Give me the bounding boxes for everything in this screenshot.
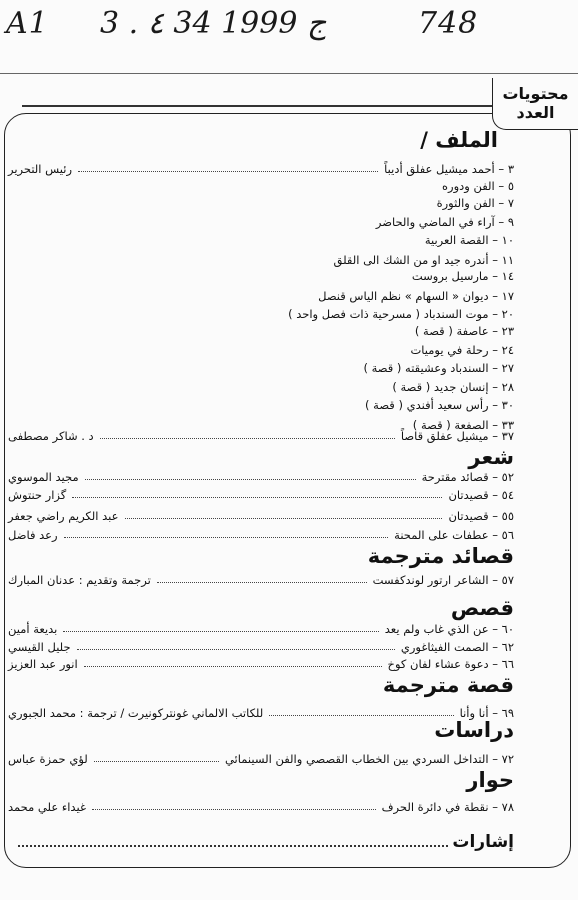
entry-title: ٢٧ – السندباد وعشيقته ( قصة ) [363, 361, 514, 375]
toc-entry [6, 342, 514, 358]
toc-entry [6, 656, 514, 672]
toc-entry [6, 799, 514, 815]
toc-entry [6, 508, 514, 524]
leader-dots [85, 479, 416, 480]
section-title: شعر [468, 445, 514, 469]
entry-title: ٢٣ – عاصفة ( قصة ) [414, 324, 514, 338]
toc-entry [6, 487, 514, 503]
toc-entry [6, 195, 514, 211]
entry-title: ٧٢ – التداخل السردي بين الخطاب القصصي والفن السينمائي [224, 752, 514, 766]
entry-author: مجيد الموسوي [8, 470, 79, 484]
leader-dots [100, 438, 395, 439]
entry-title: ٢٠ – موت السندباد ( مسرحية ذات فصل واحد ) [288, 307, 514, 321]
entry-title: ٥٥ – قصيدتان [448, 509, 514, 523]
toc-entry [6, 527, 514, 543]
toc-entry [6, 288, 514, 304]
entry-title: ١١ – أندره جيد او من الشك الى القلق [333, 253, 514, 267]
entry-author: للكاتب الالماني غونتركونيرت / ترجمة : محمد الجبوري [8, 706, 264, 720]
tab-subtitle: العدد [516, 103, 555, 122]
entry-title: ١٧ – ديوان « السهام » نظم الياس قنصل [318, 289, 514, 303]
toc-entry [6, 214, 514, 230]
entry-title: ٥٢ – قصائد مقترحة [421, 470, 514, 484]
leader-dots [125, 518, 442, 519]
entry-title: ٧٨ – نقطة في دائرة الحرف [381, 800, 514, 814]
section-title: دراسات [434, 718, 514, 742]
leader-dots [157, 582, 367, 583]
toc-entry [6, 751, 514, 767]
entry-title: ١٠ – القصة العربية [424, 233, 514, 247]
handwritten-ref: A1 [6, 6, 49, 41]
footer-dotted-line [18, 845, 448, 847]
entry-title: ٣ – أحمد ميشيل عفلق أديباً [384, 162, 514, 176]
toc-entry [6, 379, 514, 395]
entry-title: ١٤ – مارسيل بروست [411, 269, 514, 283]
leader-dots [77, 649, 395, 650]
entry-title: ٣٠ – رأس سعيد أفندي ( قصة ) [365, 398, 514, 412]
leader-dots [72, 497, 442, 498]
leader-dots [92, 809, 376, 810]
entry-title: ٣٣ – الصفعة ( قصة ) [412, 418, 514, 432]
leader-dots [269, 715, 454, 716]
section-title: الملف / [420, 128, 498, 152]
entry-title: ٧ – الفن والثورة [436, 196, 514, 210]
tab-title: محتويات [502, 84, 569, 103]
entry-author: د . شاكر مصطفى [8, 429, 94, 443]
entry-title: ٦٠ – عن الذي غاب ولم يعد [384, 622, 514, 636]
toc-entry [6, 360, 514, 376]
entry-author: غيداء علي محمد [8, 800, 86, 814]
entry-title: ٢٤ – رحلة في يوميات [410, 343, 514, 357]
footer-label: إشارات [452, 832, 514, 852]
toc-entry [6, 469, 514, 485]
leader-dots [78, 171, 378, 172]
entry-author: رئيس التحرير [8, 162, 73, 176]
toc-entry [6, 323, 514, 339]
entry-title: ٦٢ – الصمت الفيثاغوري [400, 640, 514, 654]
section-title: قصص [450, 596, 514, 620]
leader-dots [63, 631, 379, 632]
section-title: قصة مترجمة [382, 673, 514, 697]
entry-title: ٥٧ – الشاعر ارتور لوندكفست [372, 573, 514, 587]
entry-title: ٩ – آراء في الماضي والحاضر [375, 215, 514, 229]
entry-title: ٥٤ – قصيدتان [448, 488, 514, 502]
leader-dots [84, 666, 382, 667]
entry-author: انور عبد العزيز [8, 657, 78, 671]
handwritten-date: 3 . ٤ 34 ج 1999 [100, 6, 327, 41]
entry-title: ٣٧ – ميشيل عفلق قاصاً [400, 429, 514, 443]
toc-entry [6, 572, 514, 588]
entry-author: جليل القيسي [8, 640, 71, 654]
entry-author: ترجمة وتقديم : عدنان المبارك [8, 573, 151, 587]
section-title: قصائد مترجمة [367, 544, 514, 568]
toc-entry [6, 161, 514, 177]
leader-dots [94, 761, 219, 762]
entry-author: عبد الكريم راضي جعفر [8, 509, 119, 523]
toc-entry [6, 252, 514, 268]
toc-entry [6, 232, 514, 248]
toc-entry [6, 306, 514, 322]
toc-entry [6, 621, 514, 637]
handwritten-number: 748 [418, 6, 479, 41]
leader-dots [64, 537, 388, 538]
toc-entry [6, 639, 514, 655]
entry-author: لؤي حمزة عباس [8, 752, 88, 766]
entry-author: گزار حنتوش [8, 488, 67, 502]
entry-author: رعد فاضل [8, 528, 58, 542]
toc-entry [6, 178, 514, 194]
entry-title: ٥٦ – عطفات على المحنة [394, 528, 514, 542]
toc-entry [6, 397, 514, 413]
entry-title: ٢٨ – إنسان جديد ( قصة ) [392, 380, 514, 394]
entry-title: ٦٦ – دعوة عشاء لفان كوخ [387, 657, 514, 671]
section-title: حوار [466, 768, 514, 792]
toc-entry [6, 268, 514, 284]
entry-author: بديعة أمين [8, 622, 58, 636]
entry-title: ٦٩ – أنا وأنا [459, 706, 514, 720]
entry-title: ٥ – الفن ودوره [442, 179, 514, 193]
toc-entry [6, 428, 514, 444]
